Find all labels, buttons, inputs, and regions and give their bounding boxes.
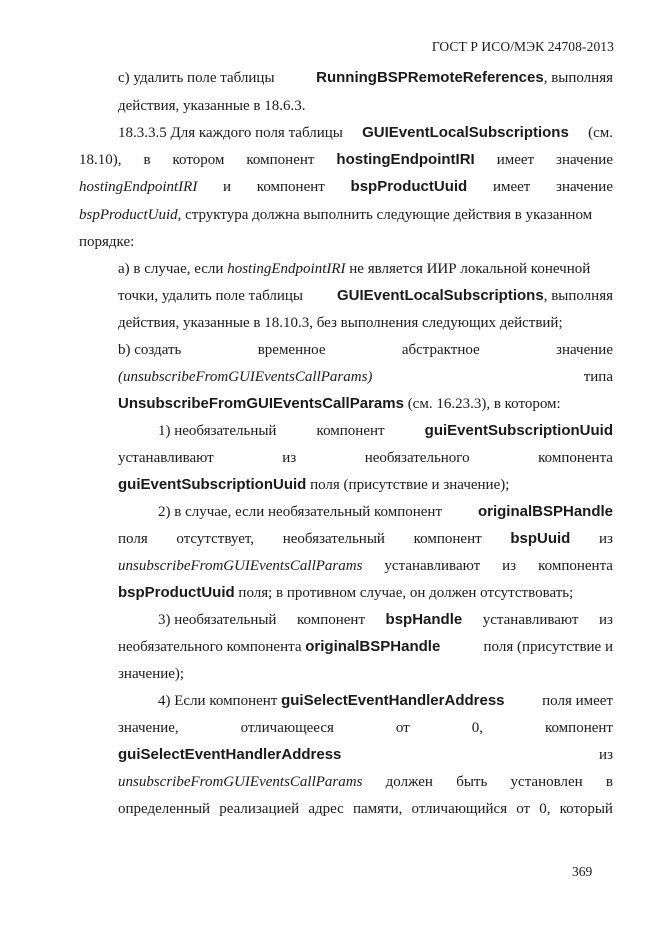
text-line [118,772,613,792]
text-run: необязательного [364,450,470,466]
text-line [118,123,613,143]
text-run: памяти, [352,801,403,817]
text-line [118,637,613,657]
text-run: c) удалить поле таблицы [118,70,275,86]
text-run: который [559,801,613,817]
text-run: устанавливают [384,558,481,574]
text-line [118,583,573,603]
text-line: действия, указанные в 18.10.3, без выполнения следующих действий; [118,315,563,331]
variable: unsubscribeFromGUIEventsCallParams [118,558,363,574]
text-line [118,394,561,414]
text-run: от [516,801,531,817]
identifier: guiSelectEventHandlerAddress [281,692,505,709]
text-run: отсутствует, [176,531,255,547]
text-run: необязательного компонента [118,639,306,655]
text-run: b) создать [118,342,182,358]
text-run: из [599,747,613,763]
text-line [118,68,613,88]
text-run [316,68,613,88]
text-run: из [599,531,613,547]
text-run: необязательный [282,531,385,547]
text-line [79,150,613,170]
variable: bspProductUuid [79,207,178,223]
text-run: 3) необязательный [158,612,277,628]
text-run: временное [257,342,326,358]
text-run: не является ИИР локальной конечной [345,261,591,277]
text-run: 2) в случае, если необязательный компонент [158,504,443,520]
page-number: 369 [572,864,593,879]
text-run: компонент [316,423,385,439]
text-run: установлен [510,774,583,790]
text-line [158,502,613,522]
text-run: адрес [308,801,344,817]
identifier: bspHandle [385,611,463,628]
text-run: из [282,450,297,466]
text-run: определенный [118,801,211,817]
text-run: реализацией [219,801,300,817]
text-run: должен [385,774,433,790]
text-run: значение [556,342,613,358]
identifier: RunningBSPRemoteReferences [316,69,544,86]
text-line [118,475,509,495]
text-run: компонент [246,152,315,168]
text-run: 0, [471,720,483,736]
text-run: из [599,612,613,628]
text-run: в [143,152,151,168]
text-run: устанавливают [482,612,579,628]
identifier: GUIEventLocalSubscriptions [362,124,569,141]
text-run: 18.10), [79,152,122,168]
text-run: из [502,558,517,574]
text-run: , структура должна выполнить следующие действия в указанном [177,207,593,223]
text-run: котором [172,152,225,168]
text-run: , выполняя [543,70,613,86]
text-run: отличающееся [240,720,334,736]
text-run: значение, [118,720,179,736]
text-run: поля имеет [542,693,613,709]
text-run: компонента [538,450,613,466]
text-run: поля [118,531,148,547]
identifier: guiEventSubscriptionUuid [424,422,613,439]
identifier: guiSelectEventHandlerAddress [118,746,342,763]
identifier: originalBSPHandle [477,503,613,520]
text-run: 1) необязательный [158,423,277,439]
text-line [118,259,590,279]
text-run: компонент [413,531,482,547]
variable: hostingEndpointIRI [227,261,346,277]
text-run: поля (присутствие и значение); [306,477,510,493]
identifier: UnsubscribeFromGUIEventsCallParams [118,395,404,412]
text-line: действия, указанные в 18.6.3. [118,98,306,114]
text-line [118,340,613,360]
identifier: GUIEventLocalSubscriptions [336,287,544,304]
text-line [79,205,592,225]
text-run: 0, [539,801,551,817]
text-run: отличающийся [411,801,508,817]
text-run: 18.3.3.5 Для каждого поля таблицы [118,125,343,141]
text-run: от [395,720,410,736]
text-line [118,448,613,468]
text-line [118,745,613,765]
text-line [118,367,613,387]
text-run: устанавливают [118,450,214,466]
text-run: (см. 16.23.3), в котором: [403,396,561,412]
text-run: точки, удалить поле таблицы [118,288,303,304]
text-line [118,529,613,549]
text-run: a) в случае, если [118,261,228,277]
text-run: 4) Если компонент [158,693,282,709]
text-run: и [223,179,232,195]
text-line: значение); [118,666,185,682]
text-line [118,718,613,738]
variable: unsubscribeFromGUIEventsCallParams [118,774,363,790]
identifier: originalBSPHandle [305,638,441,655]
identifier: bspProductUuid [118,584,235,601]
text-line [118,286,613,306]
identifier: hostingEndpointIRI [336,151,475,168]
identifier: guiEventSubscriptionUuid [118,476,307,493]
text-run: в [605,774,613,790]
text-line [158,610,613,630]
variable: (unsubscribeFromGUIEventsCallParams) [118,369,373,385]
text-line: порядке: [79,234,135,250]
text-run: типа [583,369,613,385]
page-header: ГОСТ Р ИСО/МЭК 24708-2013 [431,39,614,54]
text-run: компонент [544,720,613,736]
text-run: быть [456,774,488,790]
text-run: компонент [296,612,366,628]
text-run: имеет [496,152,535,168]
text-line [158,421,613,441]
text-run: поля (присутствие и [483,639,613,655]
text-run: имеет [492,179,531,195]
text-run: компонент [256,179,325,195]
identifier: bspUuid [510,530,571,547]
text-line [79,177,613,197]
text-run: , выполняя [543,288,613,304]
text-run: компонента [538,558,613,574]
text-line [158,691,613,711]
text-run: (см. [588,125,613,141]
text-line [118,556,613,576]
text-run: значение [556,179,613,195]
variable: hostingEndpointIRI [79,179,198,195]
text-line [118,799,613,819]
text-run: значение [556,152,613,168]
text-run: поля; в противном случае, он должен отсутствовать; [234,585,574,601]
identifier: bspProductUuid [350,178,468,195]
text-run: абстрактное [401,342,480,358]
